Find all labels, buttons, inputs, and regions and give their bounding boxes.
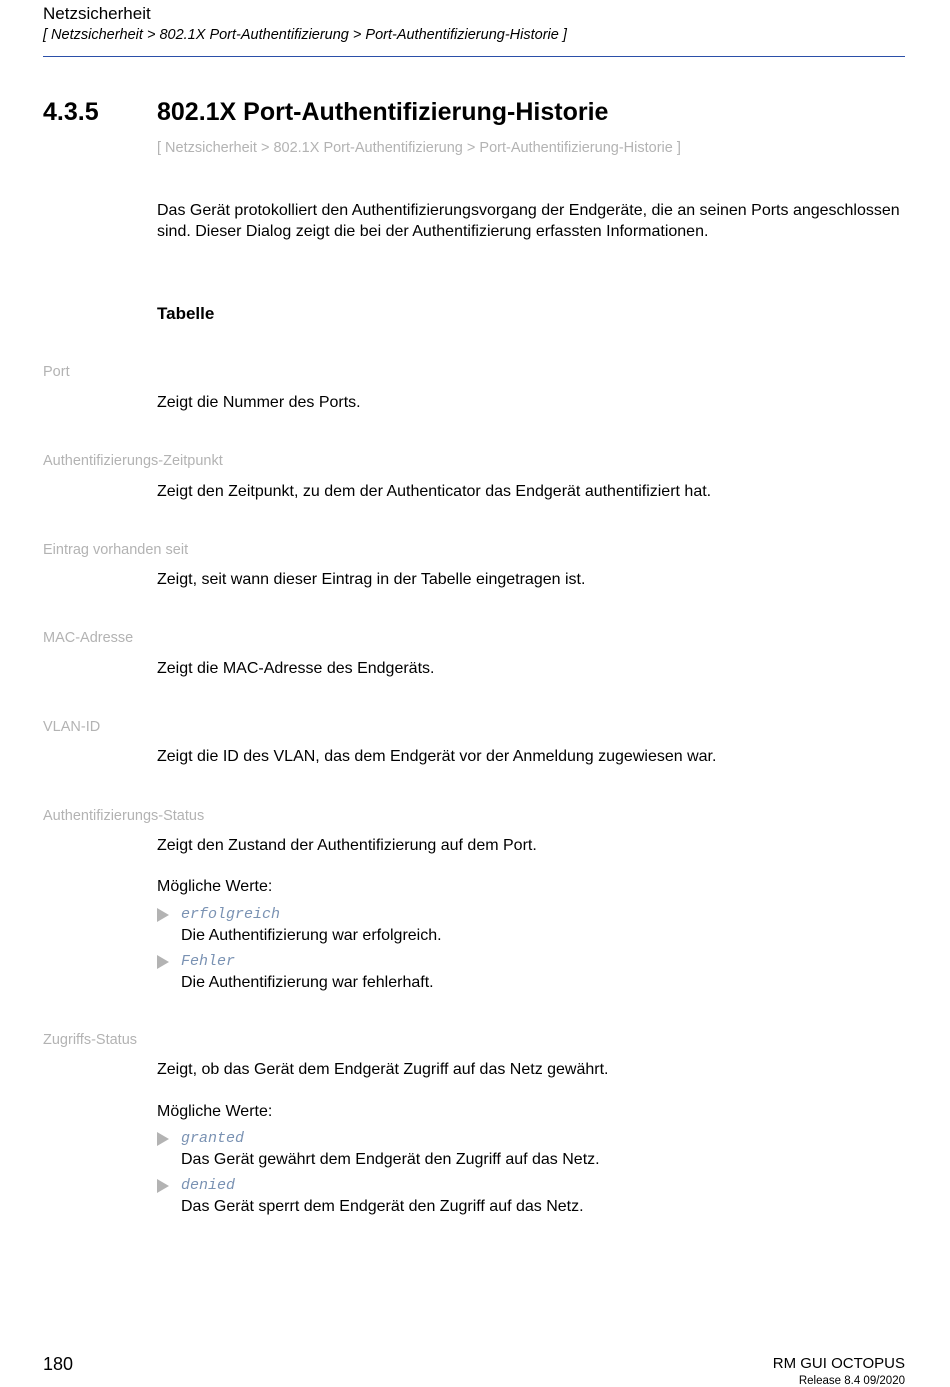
param-desc-access-status: Zeigt, ob das Gerät dem Endgerät Zugriff auf das Netz gewährt. <box>157 1061 609 1078</box>
triangle-bullet-icon <box>157 1132 169 1146</box>
param-label-auth-status: Authentifizierungs-Status <box>43 808 205 824</box>
running-header-title: Netzsicherheit <box>43 4 151 23</box>
footer-product: RM GUI OCTOPUS <box>772 1355 905 1372</box>
param-desc-entry-since: Zeigt, seit wann dieser Eintrag in der Tabelle eingetragen ist. <box>157 571 586 588</box>
section-breadcrumb: [ Netzsicherheit > 802.1X Port-Authentifizierung > Port-Authentifizierung-Historie ] <box>157 140 681 156</box>
triangle-bullet-icon <box>157 908 169 922</box>
value-description: Die Authentifizierung war fehlerhaft. <box>181 974 434 991</box>
section-title: 802.1X Port-Authentifizierung-Historie <box>157 98 609 126</box>
param-desc-auth-status: Zeigt den Zustand der Authentifizierung auf dem Port. <box>157 837 537 854</box>
param-label-vlan-id: VLAN-ID <box>43 719 101 735</box>
param-desc-auth-time: Zeigt den Zeitpunkt, zu dem der Authenticator das Endgerät authentifiziert hat. <box>157 483 712 500</box>
value-name: denied <box>181 1177 236 1194</box>
header-divider <box>43 56 905 57</box>
table-heading: Tabelle <box>157 304 215 323</box>
param-label-auth-time: Authentifizierungs-Zeitpunkt <box>43 453 223 469</box>
param-desc-vlan-id: Zeigt die ID des VLAN, das dem Endgerät vor der Anmeldung zugewiesen war. <box>157 748 717 765</box>
possible-values-label: Mögliche Werte: <box>157 1103 273 1120</box>
param-label-access-status: Zugriffs-Status <box>43 1032 138 1048</box>
value-name: erfolgreich <box>181 906 281 923</box>
triangle-bullet-icon <box>157 955 169 969</box>
section-number: 4.3.5 <box>43 98 99 126</box>
param-label-mac-address: MAC-Adresse <box>43 630 134 646</box>
section-intro: Das Gerät protokolliert den Authentifizierungsvorgang der Endgeräte, die an seinen Ports angeschlossen sind. Dieser Dialog zeigt die bei der Authentifizierung erfassten Informationen. <box>157 202 900 240</box>
param-desc-port: Zeigt die Nummer des Ports. <box>157 394 361 411</box>
value-description: Das Gerät sperrt dem Endgerät den Zugriff auf das Netz. <box>181 1198 584 1215</box>
triangle-bullet-icon <box>157 1179 169 1193</box>
value-description: Die Authentifizierung war erfolgreich. <box>181 927 442 944</box>
value-name: granted <box>181 1130 245 1147</box>
param-label-entry-since: Eintrag vorhanden seit <box>43 542 189 558</box>
footer-release: Release 8.4 09/2020 <box>798 1375 905 1387</box>
value-name: Fehler <box>181 953 236 970</box>
value-description: Das Gerät gewährt dem Endgerät den Zugriff auf das Netz. <box>181 1151 600 1168</box>
page-number: 180 <box>43 1354 74 1374</box>
param-label-port: Port <box>43 364 70 380</box>
running-header-breadcrumb: [ Netzsicherheit > 802.1X Port-Authentifizierung > Port-Authentifizierung-Historie ] <box>43 27 567 43</box>
param-desc-mac-address: Zeigt die MAC-Adresse des Endgeräts. <box>157 660 435 677</box>
possible-values-label: Mögliche Werte: <box>157 878 273 895</box>
